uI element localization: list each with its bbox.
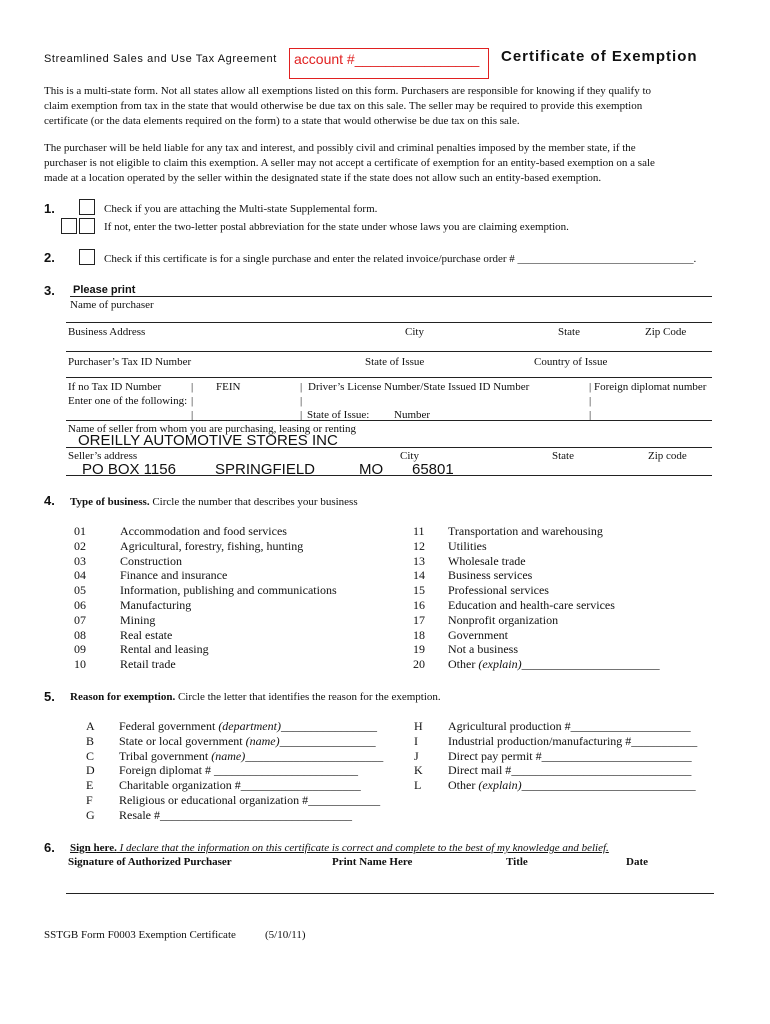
item-blank-line[interactable]: ________________ — [280, 719, 377, 733]
footer-form-name: SSTGB Form F0003 Exemption Certificate — [44, 929, 236, 941]
item-label: Accommodation and food services — [120, 524, 287, 538]
supplemental-form-label: Check if you are attaching the Multi-state Supplemental form. — [104, 203, 378, 215]
seller-name-value[interactable]: OREILLY AUTOMOTIVE STORES INC — [78, 432, 338, 449]
city-label: City — [405, 326, 424, 338]
drivers-license-label: Driver’s License Number/State Issued ID Number — [308, 381, 530, 393]
item-label-italic: (explain) — [478, 657, 522, 672]
business-types-right-column — [413, 524, 660, 672]
item-label-italic: (department) — [218, 719, 281, 733]
item-code: 05 — [74, 583, 86, 598]
item-label: Mining — [120, 612, 156, 627]
item-code: 18 — [413, 627, 425, 642]
item-blank-line[interactable]: _______________________ — [245, 748, 384, 763]
state-of-issue-label: State of Issue — [365, 356, 425, 368]
business-types-left-column — [74, 524, 337, 672]
item-label: Resale # — [119, 807, 160, 822]
item-code: 07 — [74, 612, 86, 627]
date-label: Date — [626, 856, 648, 868]
list-item[interactable] — [86, 793, 383, 808]
item-blank-line[interactable]: ________________ — [279, 733, 376, 748]
item-code: 01 — [74, 524, 86, 538]
item-code: D — [86, 763, 95, 778]
list-item[interactable] — [74, 568, 337, 583]
item-label: Foreign diplomat # — [119, 763, 214, 778]
list-item[interactable] — [413, 628, 660, 643]
form-agreement-title: Streamlined Sales and Use Tax Agreement — [44, 53, 277, 65]
item-code: 20 — [413, 657, 425, 672]
print-name-label: Print Name Here — [332, 856, 413, 868]
seller-name-line — [66, 447, 712, 448]
list-item[interactable] — [86, 734, 383, 749]
list-item[interactable] — [413, 524, 660, 539]
single-purchase-checkbox[interactable] — [79, 249, 95, 265]
item-label: Professional services — [448, 583, 549, 598]
item-label: Business services — [448, 568, 533, 583]
item-code: 16 — [413, 597, 425, 612]
item-code: 10 — [74, 657, 86, 672]
item-code: 12 — [413, 538, 425, 553]
please-print-label: Please print — [73, 284, 136, 296]
list-item[interactable] — [414, 734, 697, 749]
item-blank-line[interactable]: ____________ — [308, 792, 381, 807]
item-code: 06 — [74, 597, 86, 612]
item-blank-line[interactable]: _______________________ — [521, 657, 660, 672]
item-blank-line[interactable]: ________________________________ — [160, 807, 352, 822]
item-blank-line[interactable]: _________________________ — [541, 748, 692, 763]
item-label: Wholesale trade — [448, 553, 526, 568]
list-item[interactable] — [74, 613, 337, 628]
enter-one-label: Enter one of the following: — [68, 395, 188, 407]
signature-label: Signature of Authorized Purchaser — [68, 856, 232, 868]
item-label: Finance and insurance — [120, 568, 228, 583]
list-item[interactable] — [414, 749, 697, 764]
divider-pipe: | — [191, 409, 194, 421]
item-blank-line[interactable]: ___________ — [631, 733, 698, 748]
exemption-reason-heading: Reason for exemption. Circle the letter that identifies the reason for the exemption. — [70, 691, 441, 703]
declaration-text: Sign here. I declare that the information on this certificate is correct and complete to the best of my knowledge and belief. — [70, 842, 609, 854]
divider-pipe: | — [589, 409, 592, 421]
item-label: Rental and leasing — [120, 642, 209, 657]
item-label: Construction — [120, 553, 182, 568]
business-address-label: Business Address — [68, 326, 146, 338]
list-item[interactable] — [74, 583, 337, 598]
item-blank-line[interactable]: ____________________ — [570, 719, 691, 733]
item-label: Manufacturing — [120, 597, 192, 612]
item-code: 19 — [413, 642, 425, 657]
item-code: 15 — [413, 583, 425, 598]
item-label: Religious or educational organization # — [119, 792, 309, 807]
item-label: Government — [448, 627, 508, 642]
seller-zip-value[interactable]: 65801 — [412, 461, 454, 478]
business-type-heading: Type of business. Circle the number that describes your business — [70, 496, 358, 508]
item-label: Information, publishing and communications — [120, 583, 337, 598]
list-item[interactable] — [413, 583, 660, 598]
item-blank-line[interactable]: ____________________ — [240, 778, 361, 793]
list-item[interactable] — [413, 642, 660, 657]
item-label: Agricultural production # — [448, 719, 571, 733]
item-label: Direct pay permit # — [448, 748, 542, 763]
business-address-line[interactable] — [66, 322, 712, 323]
country-of-issue-label: Country of Issue — [534, 356, 608, 368]
list-item[interactable] — [413, 657, 660, 672]
list-item[interactable] — [414, 763, 697, 778]
list-item[interactable] — [74, 598, 337, 613]
list-item[interactable] — [413, 568, 660, 583]
section-6-number: 6. — [44, 840, 55, 855]
list-item[interactable] — [414, 778, 697, 793]
zip-code-label: Zip Code — [645, 326, 687, 338]
item-label: Real estate — [120, 627, 173, 642]
item-code: 09 — [74, 642, 86, 657]
item-code: 11 — [413, 524, 425, 538]
item-label: Education and health-care services — [448, 597, 615, 612]
state-label: State — [558, 326, 580, 338]
item-code: 04 — [74, 568, 86, 583]
section-5-number: 5. — [44, 689, 55, 704]
seller-city-value[interactable]: SPRINGFIELD — [215, 461, 316, 478]
exemption-reasons-left-column — [86, 719, 383, 823]
item-label: Not a business — [448, 642, 518, 657]
supplemental-form-checkbox[interactable] — [79, 199, 95, 215]
item-code: F — [86, 792, 93, 807]
list-item[interactable] — [86, 778, 383, 793]
state-of-issue-2-label: State of Issue: — [307, 409, 370, 421]
divider-pipe: | — [589, 395, 592, 407]
state-abbrev-box-1[interactable] — [61, 218, 77, 234]
list-item[interactable] — [74, 642, 337, 657]
number-label: Number — [394, 409, 431, 421]
seller-name-label: Name of seller from whom you are purchasing, leasing or renting — [68, 423, 357, 435]
id-section-bottom-line — [66, 420, 712, 421]
title-label: Title — [506, 856, 528, 868]
seller-state-label: State — [552, 450, 574, 462]
account-number-field[interactable]: account #________________ — [289, 48, 489, 79]
section-2-number: 2. — [44, 250, 55, 265]
item-code: 02 — [74, 538, 86, 553]
item-label: Retail trade — [120, 657, 176, 672]
single-purchase-label: Check if this certificate is for a single purchase and enter the related invoice/purchase order # ________________________________. — [104, 253, 697, 265]
item-code: A — [86, 719, 95, 733]
foreign-diplomat-label: Foreign diplomat number — [594, 381, 707, 393]
item-code: 08 — [74, 627, 86, 642]
item-label: Transportation and warehousing — [448, 524, 603, 538]
item-label: Other — [448, 778, 479, 793]
item-code: L — [414, 778, 422, 793]
section-1-number: 1. — [44, 201, 55, 216]
item-label: Tribal government — [119, 748, 212, 763]
list-item[interactable] — [74, 539, 337, 554]
section-4-number: 4. — [44, 493, 55, 508]
item-label: Federal government — [119, 719, 219, 733]
list-item[interactable] — [86, 749, 383, 764]
list-item[interactable] — [86, 763, 383, 778]
no-tax-id-line — [66, 377, 712, 378]
divider-pipe: | — [300, 381, 303, 393]
item-label-italic: (explain) — [478, 778, 522, 793]
item-code: 17 — [413, 612, 425, 627]
list-item[interactable] — [74, 657, 337, 672]
footer-form-date: (5/10/11) — [265, 929, 306, 941]
item-label: Direct mail # — [448, 763, 512, 778]
no-tax-id-label: If no Tax ID Number — [68, 381, 162, 393]
state-abbrev-box-2[interactable] — [79, 218, 95, 234]
seller-zip-label: Zip code — [648, 450, 687, 462]
item-label-italic: (name) — [245, 733, 280, 748]
item-code: K — [414, 763, 423, 778]
certificate-title: Certificate of Exemption — [501, 48, 698, 65]
item-label: Nonprofit organization — [448, 612, 559, 627]
item-code: H — [414, 719, 423, 733]
item-code: E — [86, 778, 94, 793]
item-code: 14 — [413, 568, 425, 583]
list-item[interactable] — [74, 524, 337, 539]
name-of-purchaser-label: Name of purchaser — [70, 299, 154, 311]
divider-pipe: | — [191, 381, 194, 393]
item-blank-line[interactable]: _____________________________ — [521, 778, 696, 793]
item-code: G — [86, 807, 95, 822]
item-label: Charitable organization # — [119, 778, 241, 793]
intro-paragraph-1: This is a multi-state form. Not all states allow all exemptions listed on this form. Purchasers are responsible for knowing if they qualify to claim exemption from tax in the state that would otherwise be due tax on this sale. The seller may be required to provide this exemption certificate (or the data elements required on the form) to a state that would otherwise be due tax on this sale. — [44, 85, 652, 127]
tax-id-line[interactable] — [66, 351, 712, 352]
item-label: Utilities — [448, 538, 487, 553]
list-item[interactable] — [86, 719, 383, 734]
state-abbrev-label: If not, enter the two-letter postal abbreviation for the state under whose laws you are claiming exemption. — [104, 221, 569, 233]
item-code: 13 — [413, 553, 425, 568]
divider-pipe: | — [300, 409, 303, 421]
section-3-number: 3. — [44, 283, 55, 298]
list-item[interactable] — [413, 554, 660, 569]
signature-line[interactable] — [66, 893, 714, 894]
seller-city-label: City — [400, 450, 419, 462]
item-label: State or local government — [119, 733, 246, 748]
list-item[interactable] — [413, 598, 660, 613]
list-item[interactable] — [86, 808, 383, 823]
item-label: Other — [448, 657, 479, 672]
item-label: Agricultural, forestry, fishing, hunting — [120, 538, 304, 553]
item-label: Industrial production/manufacturing # — [448, 733, 632, 748]
list-item[interactable] — [413, 539, 660, 554]
item-code: 03 — [74, 553, 86, 568]
seller-address-value[interactable]: PO BOX 1156 — [82, 461, 176, 478]
item-code: J — [414, 748, 419, 763]
item-blank-line[interactable]: ________________________ — [214, 763, 358, 778]
seller-address-label: Seller’s address — [68, 450, 138, 462]
list-item[interactable] — [74, 554, 337, 569]
item-code: I — [414, 733, 418, 748]
divider-pipe: | — [589, 381, 592, 393]
purchaser-name-line[interactable] — [70, 296, 712, 297]
fein-label: FEIN — [216, 381, 241, 393]
item-code: C — [86, 748, 95, 763]
list-item[interactable] — [414, 719, 697, 734]
intro-paragraph-2: The purchaser will be held liable for any tax and interest, and possibly civil and criminal penalties imposed by the member state, if the purchaser is not eligible to claim this exemption. A seller may not accept a certificate of exemption for an entity-based exemption on a sale made at a location operated by the seller within the designated state if the state does not allow such an entity-based exemption. — [44, 142, 655, 184]
list-item[interactable] — [74, 628, 337, 643]
divider-pipe: | — [300, 395, 303, 407]
item-label-italic: (name) — [211, 748, 246, 763]
seller-state-value[interactable]: MO — [359, 461, 384, 478]
exemption-reasons-right-column — [414, 719, 697, 793]
item-code: B — [86, 733, 95, 748]
tax-id-label: Purchaser’s Tax ID Number — [68, 356, 192, 368]
seller-address-line — [66, 475, 712, 476]
divider-pipe: | — [191, 395, 194, 407]
item-blank-line[interactable]: ______________________________ — [511, 763, 692, 778]
list-item[interactable] — [413, 613, 660, 628]
